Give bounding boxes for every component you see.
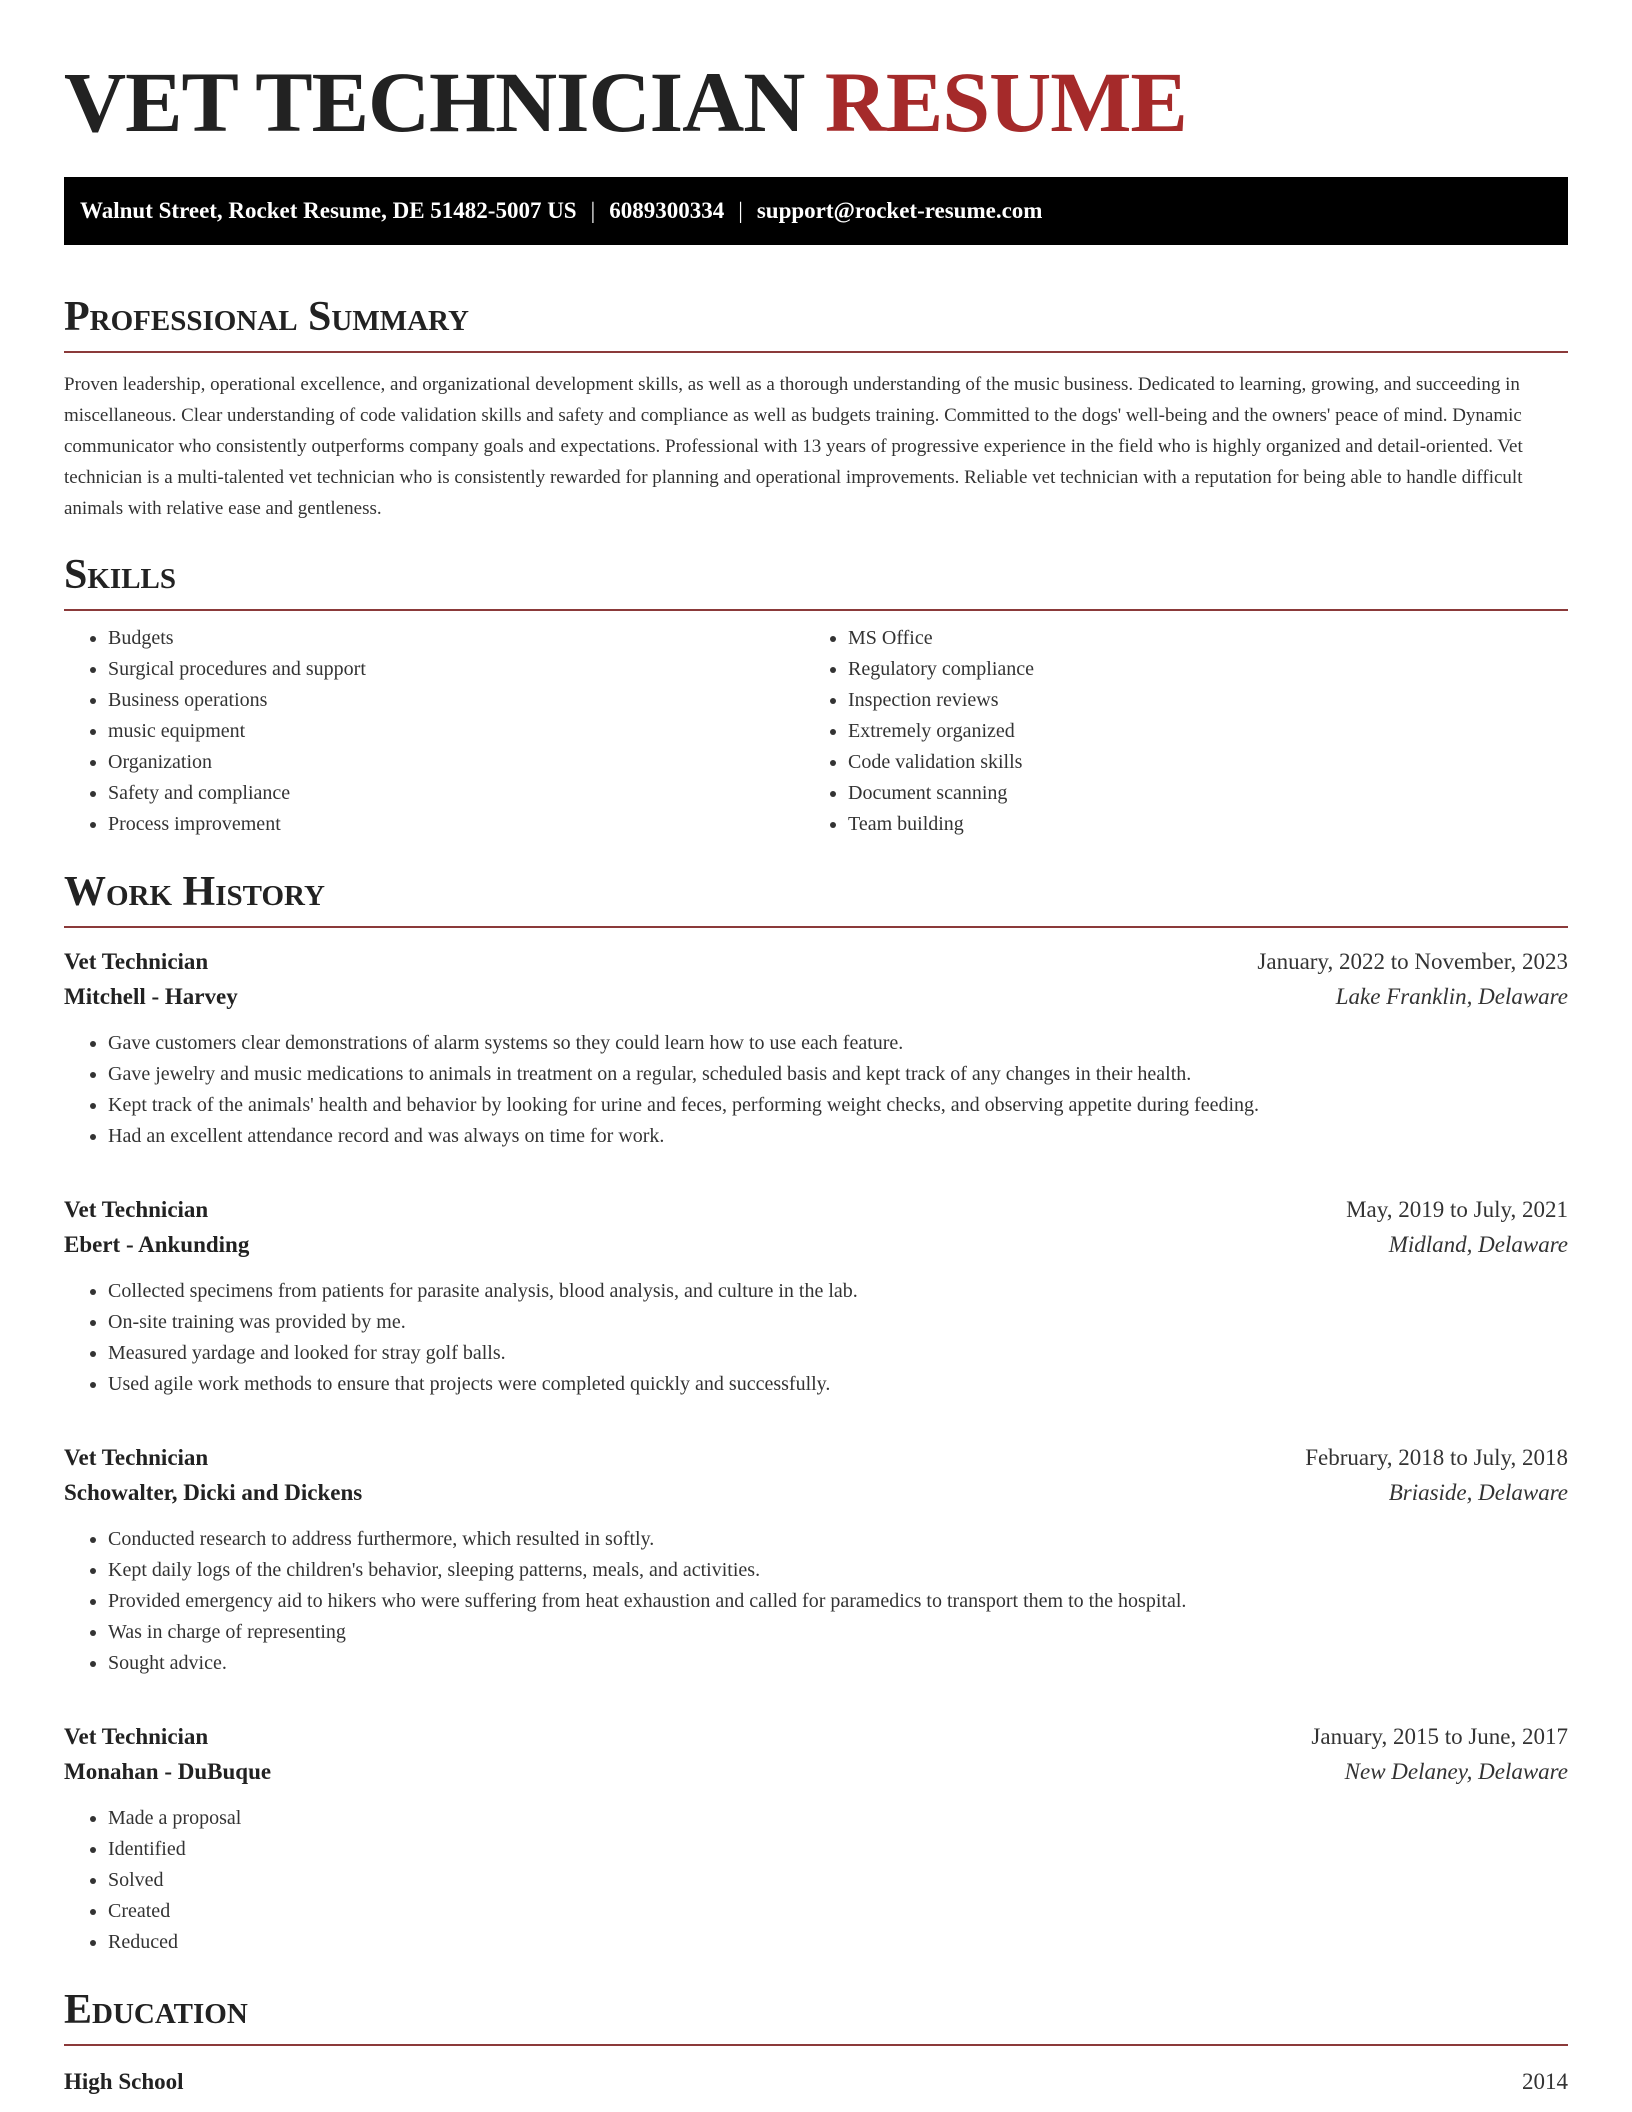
job-bullet: • Created xyxy=(108,1896,1568,1927)
skill-item: • Document scanning xyxy=(848,778,1544,809)
skill-item: • Business operations xyxy=(108,685,804,716)
job-location: Briaside, Delaware xyxy=(1388,1480,1568,1505)
job-bullet: • Reduced xyxy=(108,1927,1568,1958)
job-bullets xyxy=(64,1028,1568,1152)
contact-separator: | xyxy=(738,198,743,223)
job-header-row xyxy=(64,944,1568,979)
job-bullet: • Conducted research to address furthermore, which resulted in softly. xyxy=(108,1524,1568,1555)
skill-item: • music equipment xyxy=(108,716,804,747)
job-bullet: • Kept daily logs of the children's behavior, sleeping patterns, meals, and activities. xyxy=(108,1555,1568,1586)
job-company-row xyxy=(64,1475,1568,1510)
job-company: Mitchell - Harvey xyxy=(64,984,238,1009)
section-divider xyxy=(64,609,1568,611)
job-bullet: • Gave customers clear demonstrations of alarm systems so they could learn how to use each feature. xyxy=(108,1028,1568,1059)
job-company: Monahan - DuBuque xyxy=(64,1759,272,1784)
job-bullet: • Measured yardage and looked for stray golf balls. xyxy=(108,1338,1568,1369)
skills-section xyxy=(64,547,1568,840)
title-accent: RESUME xyxy=(824,54,1187,150)
resume-title xyxy=(64,0,1568,152)
skill-item: • Budgets xyxy=(108,623,804,654)
job-company-row xyxy=(64,1227,1568,1262)
section-divider xyxy=(64,926,1568,928)
job-bullet: • Solved xyxy=(108,1865,1568,1896)
skill-item: • Safety and compliance xyxy=(108,778,804,809)
job-bullet: • Gave jewelry and music medications to animals in treatment on a regular, scheduled basis and kept track of any changes in their health. xyxy=(108,1059,1568,1090)
skill-item: • Team building xyxy=(848,809,1544,840)
work-section xyxy=(64,864,1568,1958)
job-title: Vet Technician xyxy=(64,949,209,974)
contact-phone: 6089300334 xyxy=(609,198,725,223)
job-bullets xyxy=(64,1803,1568,1958)
job-entry xyxy=(64,1192,1568,1400)
skill-item: • Code validation skills xyxy=(848,747,1544,778)
job-bullet: • Was in charge of representing xyxy=(108,1617,1568,1648)
job-bullet: • Provided emergency aid to hikers who were suffering from heat exhaustion and called for paramedics to transport them to the hospital. xyxy=(108,1586,1568,1617)
job-location: New Delaney, Delaware xyxy=(1344,1759,1568,1784)
contact-email: support@rocket-resume.com xyxy=(756,198,1043,223)
skill-item: • Process improvement xyxy=(108,809,804,840)
job-header-row xyxy=(64,1192,1568,1227)
contact-separator: | xyxy=(590,198,596,223)
education-section xyxy=(64,1982,1568,2099)
job-dates: February, 2018 to July, 2018 xyxy=(1305,1445,1568,1470)
skill-item: • Extremely organized xyxy=(848,716,1544,747)
skill-item: • Organization xyxy=(108,747,804,778)
job-dates: May, 2019 to July, 2021 xyxy=(1346,1197,1568,1222)
job-entry xyxy=(64,944,1568,1152)
skills-columns xyxy=(64,623,1568,840)
contact-address: Walnut Street, Rocket Resume, DE 51482-5007 US xyxy=(80,198,577,223)
work-heading: Work History xyxy=(64,869,325,915)
education-entry xyxy=(64,2064,1568,2099)
skill-item: • Inspection reviews xyxy=(848,685,1544,716)
skill-item: • Surgical procedures and support xyxy=(108,654,804,685)
skills-list-right xyxy=(804,623,1544,840)
job-bullet: • On-site training was provided by me. xyxy=(108,1307,1568,1338)
job-header-row xyxy=(64,1719,1568,1754)
summary-heading: Professional Summary xyxy=(64,294,469,340)
job-dates: January, 2022 to November, 2023 xyxy=(1257,949,1568,974)
job-dates: January, 2015 to June, 2017 xyxy=(1311,1724,1568,1749)
skill-item: • MS Office xyxy=(848,623,1544,654)
resume-content xyxy=(64,0,1568,2099)
job-bullet: • Used agile work methods to ensure that projects were completed quickly and successfully. xyxy=(108,1369,1568,1400)
job-bullet: • Kept track of the animals' health and behavior by looking for urine and feces, performing weight checks, and observing appetite during feeding. xyxy=(108,1090,1568,1121)
summary-section xyxy=(64,289,1568,524)
job-company: Ebert - Ankunding xyxy=(64,1232,250,1257)
job-title: Vet Technician xyxy=(64,1197,209,1222)
job-bullet: • Sought advice. xyxy=(108,1648,1568,1679)
job-title: Vet Technician xyxy=(64,1724,209,1749)
job-bullet: • Collected specimens from patients for parasite analysis, blood analysis, and culture in the lab. xyxy=(108,1276,1568,1307)
job-entry xyxy=(64,1440,1568,1679)
job-bullet: • Identified xyxy=(108,1834,1568,1865)
title-main: VET TECHNICIAN xyxy=(64,54,805,150)
job-entry xyxy=(64,1719,1568,1958)
job-company: Schowalter, Dicki and Dickens xyxy=(64,1480,363,1505)
skills-list-left xyxy=(64,623,804,840)
section-divider xyxy=(64,351,1568,353)
contact-bar xyxy=(64,177,1568,245)
job-bullets xyxy=(64,1524,1568,1679)
education-heading: Education xyxy=(64,1987,248,2033)
job-bullets xyxy=(64,1276,1568,1400)
job-bullet: • Made a proposal xyxy=(108,1803,1568,1834)
education-year: 2014 xyxy=(1522,2069,1568,2094)
job-header-row xyxy=(64,1440,1568,1475)
job-company-row xyxy=(64,1754,1568,1789)
job-title: Vet Technician xyxy=(64,1445,209,1470)
skill-item: • Regulatory compliance xyxy=(848,654,1544,685)
job-company-row xyxy=(64,979,1568,1014)
section-divider xyxy=(64,2044,1568,2046)
skills-heading: Skills xyxy=(64,552,177,598)
summary-text: Proven leadership, operational excellence, and organizational development skills, as well as a thorough understanding of the music business. Dedicated to learning, growing, and succeeding in miscellaneous. Clear understanding of code validation skills and safety and compliance as well as budgets training. Committed to the dogs' well-being and the owners' peace of mind. Dynamic communicator who consistently outperforms company goals and expectations. Professional with 13 years of progressive experience in the field who is highly organized and detail-oriented. Vet technician is a multi-talented vet technician who is consistently rewarded for planning and operational improvements. Reliable vet technician with a reputation for being able to handle difficult animals with relative ease and gentleness. xyxy=(64,374,1523,519)
job-bullet: • Had an excellent attendance record and was always on time for work. xyxy=(108,1121,1568,1152)
job-location: Lake Franklin, Delaware xyxy=(1335,984,1568,1009)
education-degree: High School xyxy=(64,2069,184,2094)
job-location: Midland, Delaware xyxy=(1388,1232,1568,1257)
